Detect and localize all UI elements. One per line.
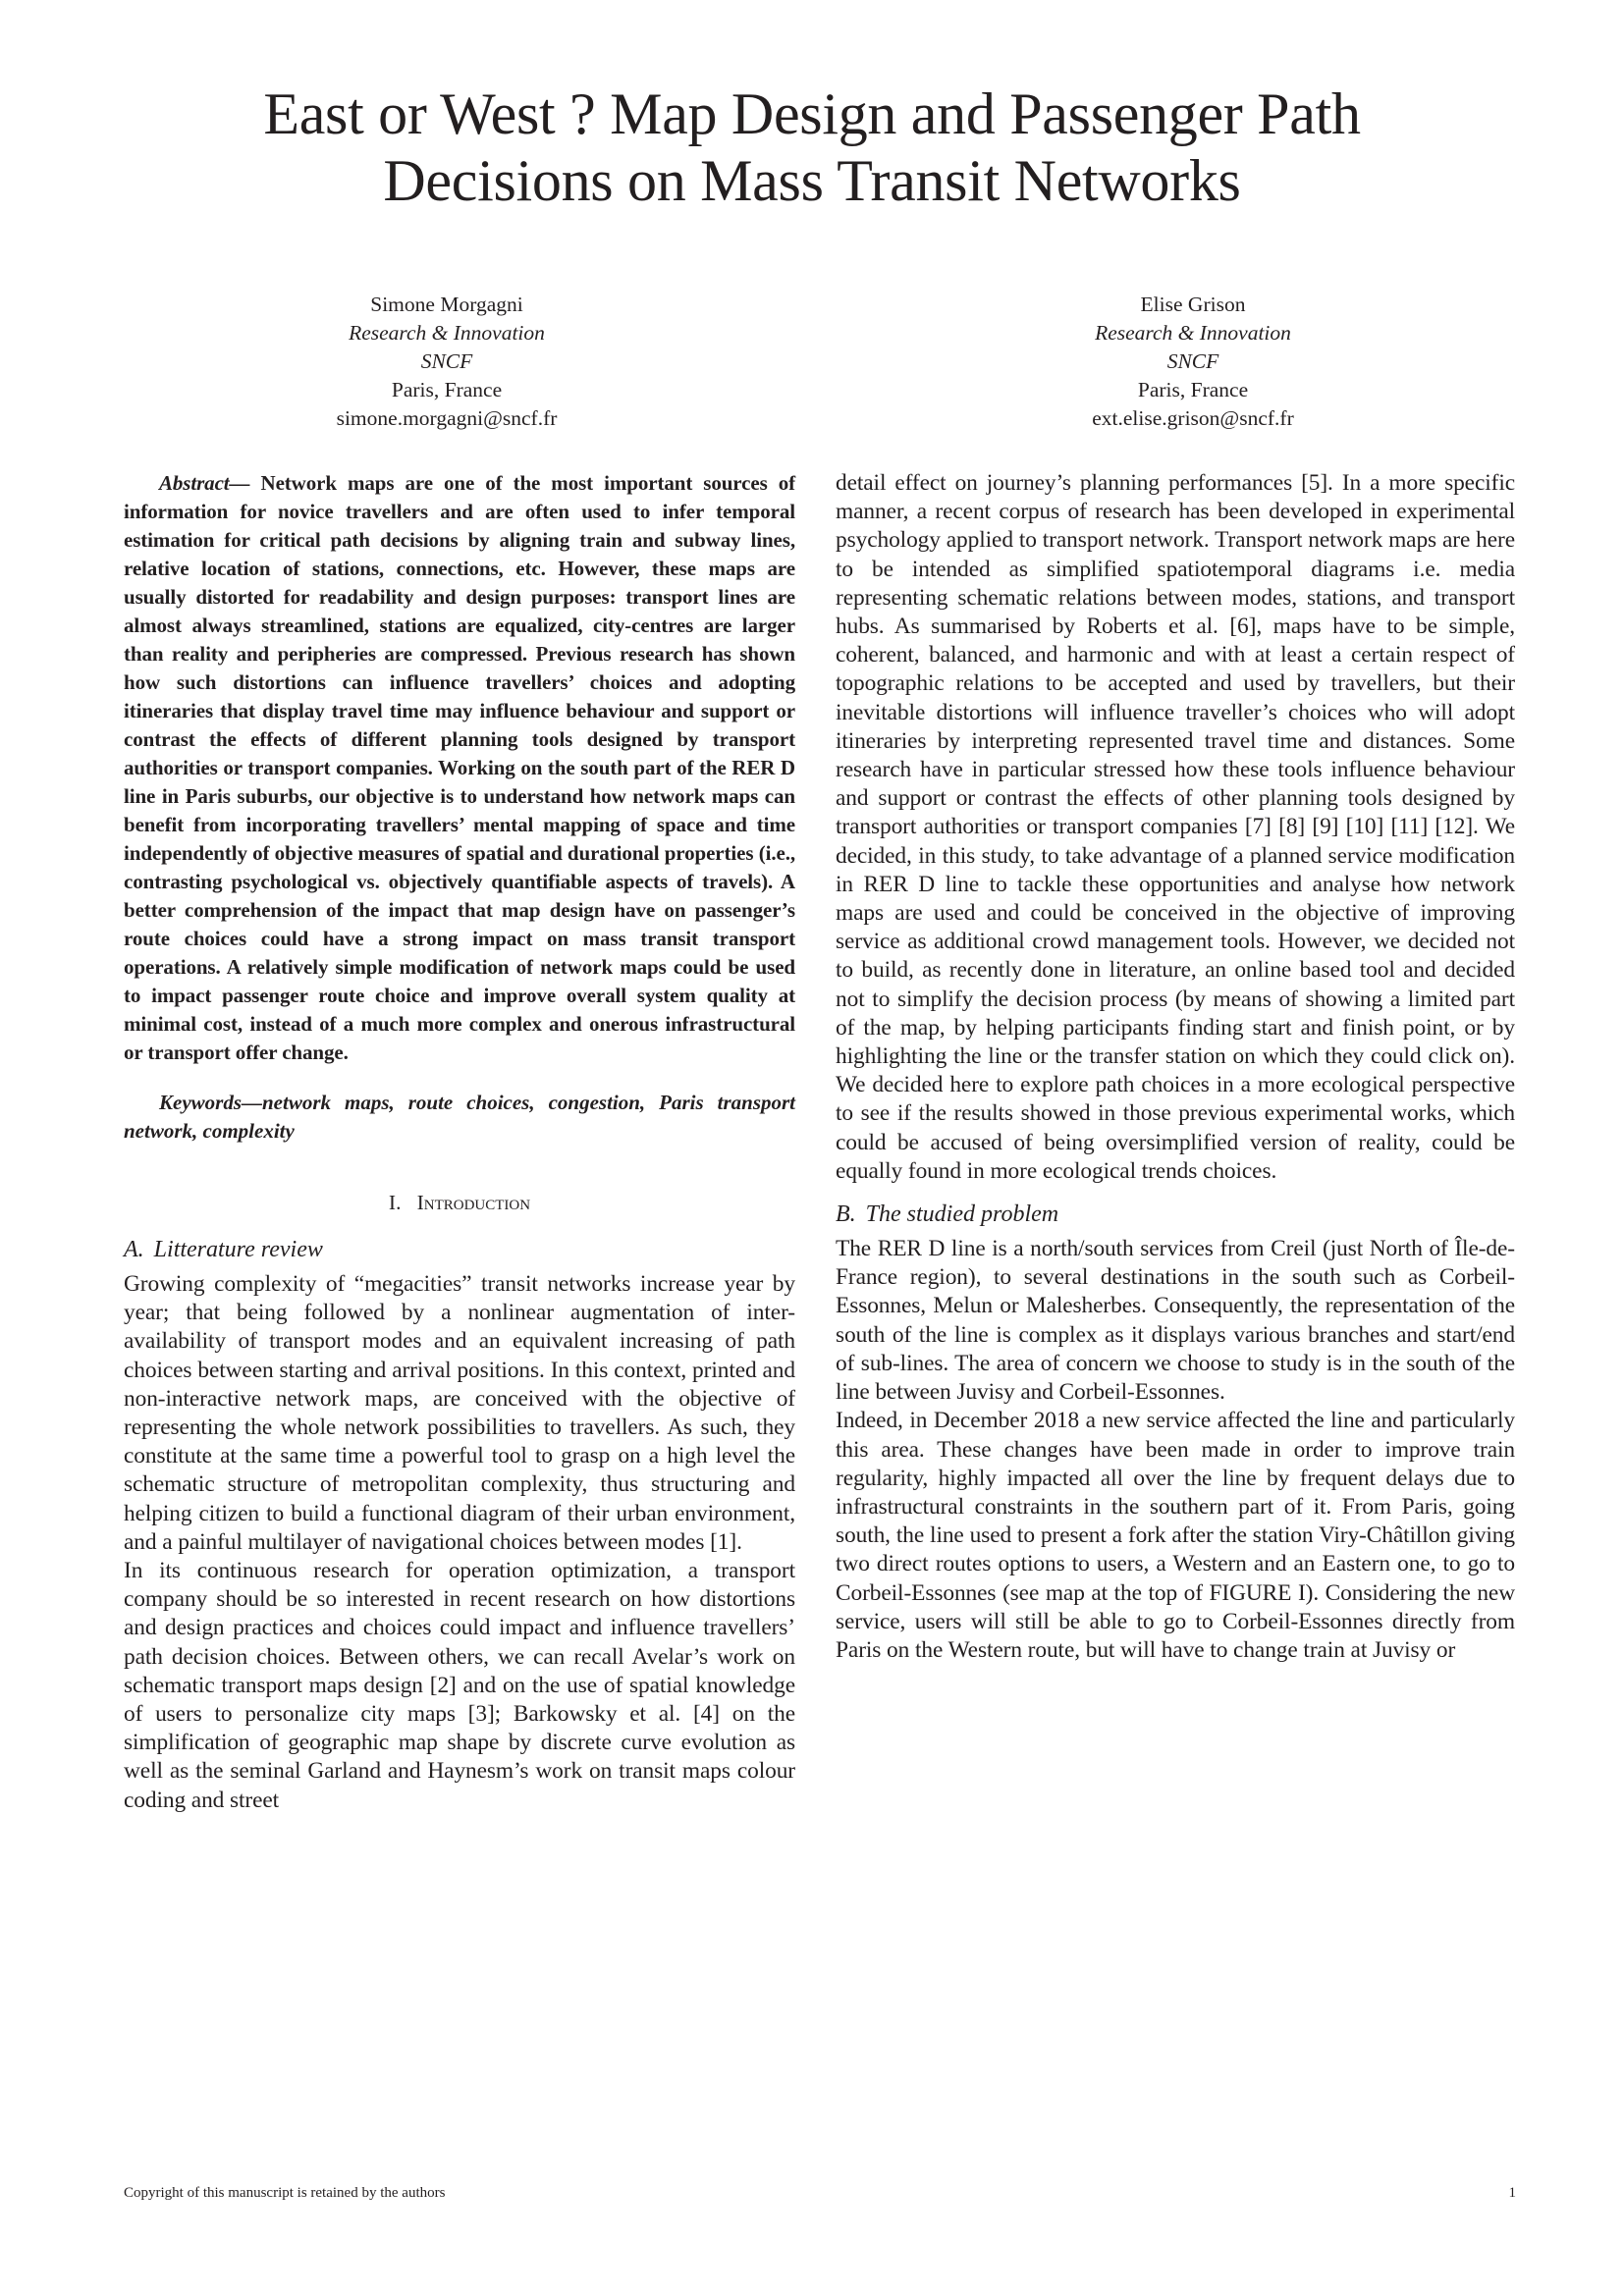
body-paragraph: The RER D line is a north/south services from Creil (just North of Île-de-France region), to several destinations in the south such as Corbeil-Essonnes, Melun or Malesherbes. Consequently, the representation of the south of the line is complex as it displays various branches and start/end of sub-lines. The area of concern we choose to study is in the south of the line between Juvisy and Corbeil-Essonnes. xyxy=(836,1236,1515,1406)
author-email: ext.elise.grison@sncf.fr xyxy=(1092,406,1294,430)
subsection-number: A. xyxy=(124,1237,144,1262)
body-paragraph: Indeed, in December 2018 a new service affected the line and particularly this area. These changes have been made in order to improve train regularity, highly impacted all over the line by frequent delays due to infrastructural constraints in the southern part of it. From Paris, going south, the line used to present a fork after the station Viry-Châtillon giving two direct routes options to users, a Western and an Eastern one, to go to Corbeil-Essonnes (see map at the top of FIGURE I). Considering the new service, users will still be able to go to Corbeil-Essonnes directly from Paris on the Western route, but will have to change train at Juvisy or xyxy=(836,1408,1515,1663)
body-paragraph: In its continuous research for operation optimization, a transport company should be so interested in recent research on how distortions and design practices and choices could impact and influence travellers’ path decision choices. Between others, we can recall Avelar’s work on schematic transport maps design [2] and on the use of spatial knowledge of users to personalize city maps [3]; Barkowsky et al. [4] on the simplification of geographic map shape by discrete curve evolution as well as the seminal Garland and Haynesm’s work on transit maps colour coding and street xyxy=(124,1558,795,1813)
author-location: Paris, France xyxy=(391,378,503,401)
section-title: Introduction xyxy=(416,1191,531,1214)
author-department: Research & Innovation xyxy=(349,321,545,345)
copyright-notice: Copyright of this manuscript is retained by the authors xyxy=(124,2185,446,2201)
author-name: Simone Morgagni xyxy=(370,293,523,316)
author-block-1 xyxy=(201,291,692,433)
section-number: I. xyxy=(388,1191,402,1214)
author-email: simone.morgagni@sncf.fr xyxy=(336,406,558,430)
right-column xyxy=(836,469,1515,1665)
section-heading-introduction xyxy=(124,1189,795,1217)
abstract xyxy=(124,469,795,1067)
author-organization: SNCF xyxy=(1166,349,1219,373)
author-department: Research & Innovation xyxy=(1095,321,1291,345)
left-column xyxy=(124,469,795,1815)
author-organization: SNCF xyxy=(420,349,473,373)
title-line-2: Decisions on Mass Transit Networks xyxy=(383,148,1241,213)
abstract-text: Network maps are one of the most important sources of information for novice travellers and are often used to infer temporal estimation for critical path decisions by aligning train and subway lines, relative location of stations, connections, etc. However, these maps are usually distorted for readability and design purposes: transport lines are almost always streamlined, stations are equalized, city-centres are larger than reality and peripheries are compressed. Previous research has shown how such distortions can influence travellers’ choices and adopting itineraries that display travel time may influence behaviour and support or contrast the effects of different planning tools designed by transport authorities or transport companies. Working on the south part of the RER D line in Paris suburbs, our objective is to understand how network maps can benefit from incorporating travellers’ mental mapping of space and time independently of objective measures of spatial and durational properties (i.e., contrasting psychological vs. objectively quantifiable aspects of travels). A better comprehension of the impact that map design have on passenger’s route choices could have a strong impact on mass transit transport operations. A relatively simple modification of network maps could be used to impact passenger route choice and improve overall system quality at minimal cost, instead of a much more complex and onerous infrastructural or transport offer change. xyxy=(124,471,795,1064)
body-paragraph: detail effect on journey’s planning performances [5]. In a more specific manner, a recent corpus of research has been developed in experimental psychology applied to transport network. Transport network maps are here to be intended as simplified spatiotemporal diagrams i.e. media representing schematic relations between modes, stations, and transport hubs. As summarised by Roberts et al. [6], maps have to be simple, coherent, balanced, and harmonic and with at least a certain respect of topographic relations to be accepted and used by travellers, but their inevitable distortions will influence traveller’s choices who will adopt itineraries by interpreting represented travel time and distances. Some research have in particular stressed how these tools influence behaviour and support or contrast the effects of other planning tools designed by transport authorities or transport companies [7] [8] [9] [10] [11] [12]. We decided, in this study, to take advantage of a planned service modification in RER D line to tackle these opportunities and analyse how network maps are used and could be conceived in the objective of improving service as additional crowd management tools. However, we decided not to build, as recently done in literature, an online based tool and decided not to simplify the decision process (by means of showing a limited part of the map, by helping participants finding start and finish point, or by highlighting the line or the transfer station on which they could click on). We decided here to explore path choices in a more ecological perspective to see if the results showed in those previous experimental works, which could be accused of being oversimplified version of reality, could be equally found in more ecological trends choices. xyxy=(836,470,1515,1184)
subsection-title: The studied problem xyxy=(865,1201,1059,1228)
subsection-heading-litterature-review xyxy=(124,1235,795,1264)
body-paragraph: Growing complexity of “megacities” transit networks increase year by year; that being followed by a nonlinear augmentation of inter-availability of transport modes and an equivalent increasing of path choices between starting and arrival positions. In this context, printed and non-interactive network maps, are conceived with the objective of representing the whole network possibilities to travellers. As such, they constitute at the same time a powerful tool to grasp on a high level the schematic structure of metropolitan complexity, thus structuring and helping citizen to build a functional diagram of their urban environment, and a painful multilayer of navigational choices between modes [1]. xyxy=(124,1271,795,1555)
paper-title xyxy=(98,80,1526,214)
author-block-2 xyxy=(947,291,1438,433)
subsection-number: B. xyxy=(836,1201,856,1228)
title-line-1: East or West ? Map Design and Passenger Path xyxy=(263,81,1361,146)
keywords: Keywords—network maps, route choices, congestion, Paris transport network, complexity xyxy=(124,1091,795,1143)
author-location: Paris, France xyxy=(1137,378,1249,401)
author-name: Elise Grison xyxy=(1140,293,1246,316)
subsection-heading-studied-problem xyxy=(836,1200,1515,1229)
subsection-title: Litterature review xyxy=(153,1237,323,1262)
abstract-label: Abstract— xyxy=(159,471,250,495)
page-number: 1 xyxy=(1508,2185,1516,2201)
